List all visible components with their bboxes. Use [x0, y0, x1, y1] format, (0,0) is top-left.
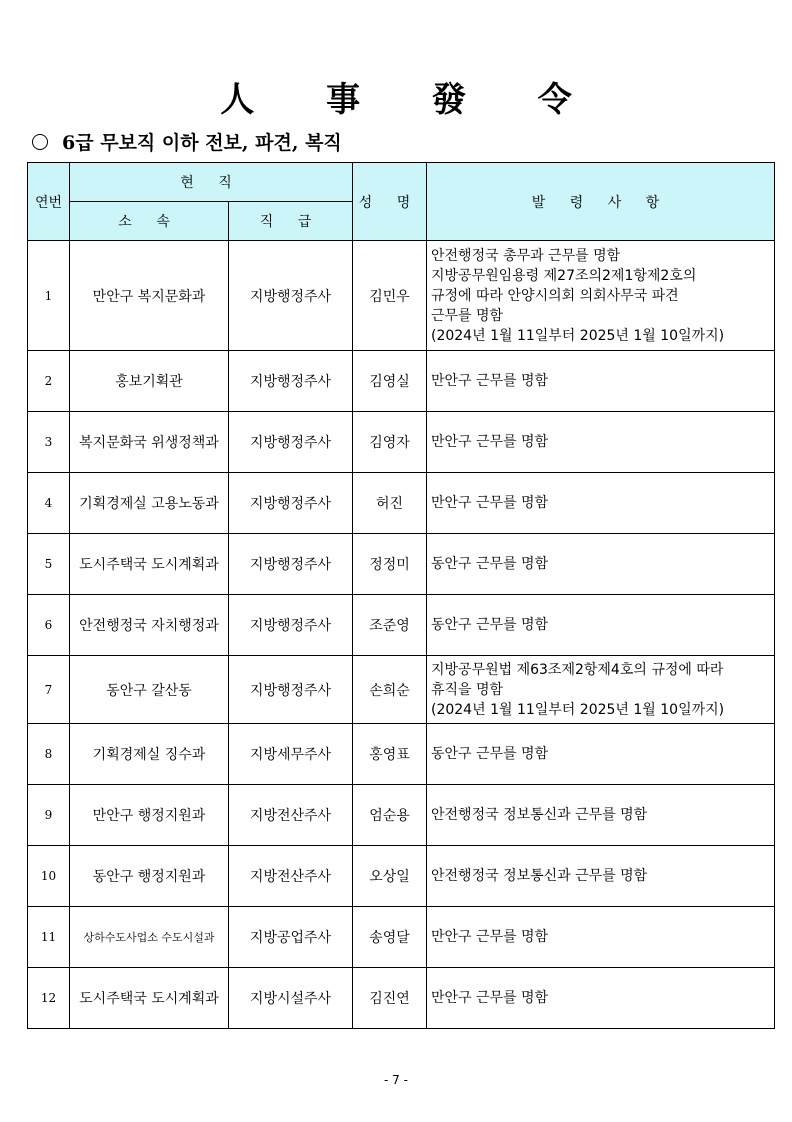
cell-rank: 지방공업주사	[229, 907, 353, 968]
cell-rank: 지방행정주사	[229, 241, 353, 351]
cell-order	[427, 534, 775, 595]
cell-rank: 지방행정주사	[229, 595, 353, 656]
cell-no: 6	[28, 595, 70, 656]
cell-order	[427, 656, 775, 724]
cell-name: 김진연	[353, 968, 427, 1029]
order-line: 지방공무원법 제63조제2항제4호의 규정에 따라	[431, 661, 724, 678]
cell-order	[427, 412, 775, 473]
cell-order	[427, 351, 775, 412]
table-row	[28, 907, 775, 968]
cell-affiliation: 동안구 갈산동	[70, 656, 229, 724]
cell-no: 8	[28, 724, 70, 785]
order-line: 만안구 근무를 명함	[431, 929, 549, 945]
cell-affiliation: 기획경제실 징수과	[70, 724, 229, 785]
order-line: 동안구 근무를 명함	[431, 617, 549, 633]
cell-name: 홍영표	[353, 724, 427, 785]
cell-order	[427, 968, 775, 1029]
cell-affiliation: 안전행정국 자치행정과	[70, 595, 229, 656]
order-line: 근무를 명함	[431, 307, 504, 324]
cell-rank: 지방행정주사	[229, 534, 353, 595]
table-row	[28, 534, 775, 595]
order-line: 만안구 근무를 명함	[431, 373, 549, 389]
cell-order	[427, 473, 775, 534]
personnel-order-table	[27, 162, 775, 1029]
header-affiliation: 소 속	[70, 202, 229, 241]
cell-affiliation: 홍보기획관	[70, 351, 229, 412]
order-line: 만안구 근무를 명함	[431, 434, 549, 450]
cell-no: 9	[28, 785, 70, 846]
section-heading-text: 6급 무보직 이하 전보, 파견, 복직	[62, 132, 342, 154]
cell-name: 송영달	[353, 907, 427, 968]
cell-rank: 지방행정주사	[229, 412, 353, 473]
cell-name: 손희순	[353, 656, 427, 724]
cell-affiliation: 도시주택국 도시계획과	[70, 968, 229, 1029]
cell-order	[427, 241, 775, 351]
cell-name: 엄순용	[353, 785, 427, 846]
table-row	[28, 595, 775, 656]
order-line: 안전행정국 정보통신과 근무를 명함	[431, 807, 648, 823]
cell-no: 3	[28, 412, 70, 473]
cell-affiliation: 복지문화국 위생정책과	[70, 412, 229, 473]
cell-no: 2	[28, 351, 70, 412]
cell-affiliation: 도시주택국 도시계획과	[70, 534, 229, 595]
cell-name: 조준영	[353, 595, 427, 656]
cell-name: 허진	[353, 473, 427, 534]
cell-no: 11	[28, 907, 70, 968]
order-line: 동안구 근무를 명함	[431, 556, 549, 572]
cell-affiliation: 만안구 복지문화과	[70, 241, 229, 351]
table-row	[28, 412, 775, 473]
table-row	[28, 785, 775, 846]
cell-name: 오상일	[353, 846, 427, 907]
cell-affiliation: 동안구 행정지원과	[70, 846, 229, 907]
cell-no: 1	[28, 241, 70, 351]
header-order: 발 령 사 항	[427, 163, 775, 241]
page-number: - 7 -	[384, 1073, 408, 1087]
order-line: 만안구 근무를 명함	[431, 990, 549, 1006]
table-row	[28, 241, 775, 351]
order-line: 휴직을 명함	[431, 681, 504, 698]
cell-name: 김민우	[353, 241, 427, 351]
header-rank: 직 급	[229, 202, 353, 241]
header-no: 연번	[28, 163, 70, 241]
cell-order	[427, 785, 775, 846]
cell-name: 김영실	[353, 351, 427, 412]
table-row	[28, 846, 775, 907]
cell-rank: 지방행정주사	[229, 656, 353, 724]
cell-no: 10	[28, 846, 70, 907]
table-row	[28, 968, 775, 1029]
cell-no: 4	[28, 473, 70, 534]
cell-no: 7	[28, 656, 70, 724]
order-line: (2024년 1월 11일부터 2025년 1월 10일까지)	[431, 327, 725, 344]
cell-order	[427, 907, 775, 968]
cell-rank: 지방행정주사	[229, 473, 353, 534]
section-heading	[32, 128, 342, 155]
header-current-position: 현 직	[70, 163, 353, 202]
table-row	[28, 724, 775, 785]
cell-no: 12	[28, 968, 70, 1029]
cell-rank: 지방시설주사	[229, 968, 353, 1029]
order-line: 규정에 따라 안양시의회 의회사무국 파견	[431, 287, 679, 304]
order-line: 안전행정국 총무과 근무를 명함	[431, 247, 621, 264]
cell-affiliation: 만안구 행정지원과	[70, 785, 229, 846]
table-row	[28, 656, 775, 724]
order-line: 동안구 근무를 명함	[431, 746, 549, 762]
cell-order	[427, 595, 775, 656]
cell-rank: 지방세무주사	[229, 724, 353, 785]
cell-rank: 지방행정주사	[229, 351, 353, 412]
circle-bullet-icon	[32, 134, 48, 150]
cell-order	[427, 724, 775, 785]
table-row	[28, 473, 775, 534]
document-title: 人 事 發 令	[220, 80, 602, 120]
cell-affiliation: 기획경제실 고용노동과	[70, 473, 229, 534]
order-line: (2024년 1월 11일부터 2025년 1월 10일까지)	[431, 701, 725, 718]
order-line: 만안구 근무를 명함	[431, 495, 549, 511]
cell-no: 5	[28, 534, 70, 595]
table-row	[28, 351, 775, 412]
order-line: 안전행정국 정보통신과 근무를 명함	[431, 868, 648, 884]
order-line: 지방공무원임용령 제27조의2제1항제2호의	[431, 267, 697, 284]
cell-rank: 지방전산주사	[229, 846, 353, 907]
cell-rank: 지방전산주사	[229, 785, 353, 846]
header-name: 성 명	[353, 163, 427, 241]
cell-name: 정정미	[353, 534, 427, 595]
cell-affiliation: 상하수도사업소 수도시설과	[70, 907, 229, 968]
cell-name: 김영자	[353, 412, 427, 473]
cell-order	[427, 846, 775, 907]
